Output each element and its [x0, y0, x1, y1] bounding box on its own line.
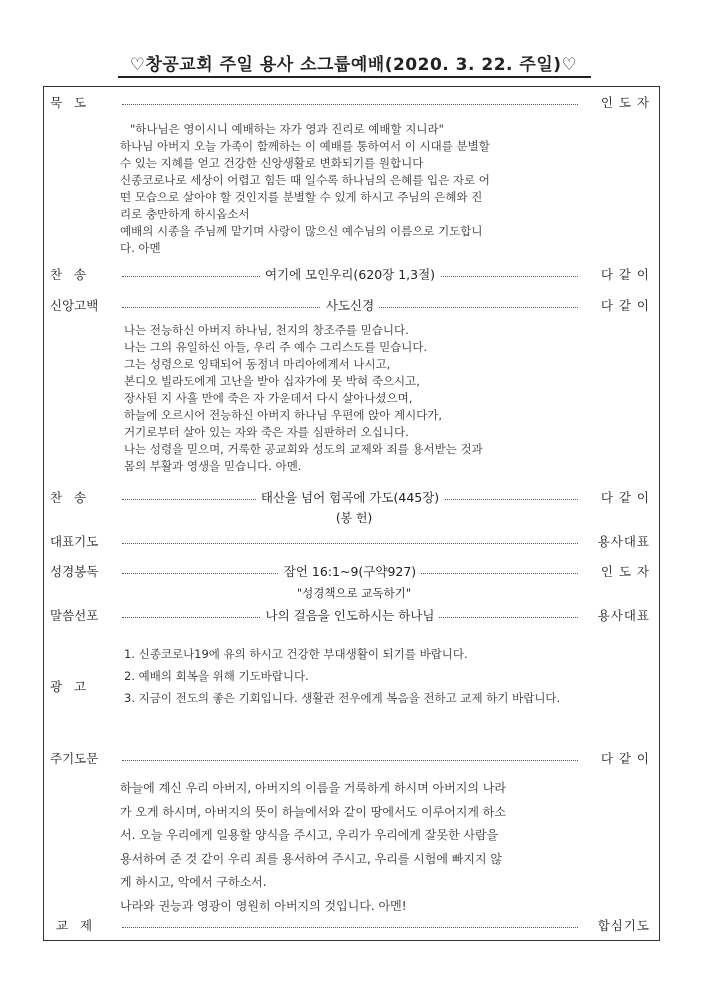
text-line: "하나님은 영이시니 예배하는 자가 영과 진리로 예배할 지니라" [130, 122, 444, 136]
row-leader: 다 같 이 [600, 298, 650, 313]
text-line: 예배의 시종을 주님께 맡기며 사랑이 많으신 예수님의 이름으로 기도합니 [120, 224, 483, 238]
text-line: 하나님 아버지 오늘 가족이 함께하는 이 예배를 통하여서 이 시대를 분별할 [120, 139, 490, 153]
dotted-leader [122, 543, 578, 544]
text-line: 나는 성령을 믿으며, 거룩한 공교회와 성도의 교제와 죄를 용서받는 것과 [124, 442, 483, 456]
text-line: 그는 성령으로 잉태되어 동정녀 마리아에게서 나시고, [124, 357, 391, 371]
row-sermon [50, 606, 656, 628]
row-label: 성경봉독 [50, 564, 99, 579]
scripture-note: "성경책으로 교독하기" [296, 586, 412, 600]
text-line: 다. 아멘 [120, 241, 161, 255]
page-title: ♡창공교회 주일 용사 소그룹예배(2020. 3. 22. 주일)♡ [129, 55, 578, 75]
text-line: 하늘에 오르시어 전능하신 아버지 하나님 우편에 앉아 계시다가, [124, 408, 443, 422]
dotted-leader [122, 927, 578, 928]
text-line: 수 있는 지혜를 얻고 건강한 신앙생활로 변화되기를 원합니다 [120, 156, 424, 170]
list-item: 2. 예배의 회복을 위해 기도바랍니다. [124, 669, 309, 683]
creed-text [124, 322, 588, 475]
row-leader: 다 같 이 [600, 751, 650, 766]
row-prayer [50, 532, 656, 554]
text-line: 리로 충만하게 하시옵소서 [120, 207, 250, 221]
row-invocation [50, 93, 656, 115]
text-line: 신종코로나로 세상이 어렵고 힘든 때 일수록 하나님의 은혜를 입은 자로 어 [120, 173, 490, 187]
offering-note: (봉 헌) [335, 511, 373, 525]
text-line: 게 하시고, 악에서 구하소서. [120, 875, 267, 889]
row-label: 교 제 [56, 918, 93, 933]
row-leader: 용사대표 [597, 534, 650, 549]
row-label: 신앙고백 [50, 298, 99, 313]
row-hymn-2 [50, 488, 656, 510]
row-label: 대표기도 [50, 534, 99, 549]
dotted-leader [122, 760, 578, 761]
scripture-reference: 잠언 16:1~9(구약927) [279, 564, 421, 579]
row-label: 주기도문 [50, 751, 99, 766]
row-leader: 인 도 자 [600, 95, 650, 110]
text-line: 서. 오늘 우리에게 일용할 양식을 주시고, 우리가 우리에게 잘못한 사람을 [120, 828, 499, 842]
row-label: 광 고 [50, 679, 87, 694]
hymn-title: 여기에 모인우리(620장 1,3절) [260, 267, 440, 282]
text-line: 거기로부터 살아 있는 자와 죽은 자를 심판하러 오십니다. [124, 425, 409, 439]
text-line: 용서하여 준 것 같이 우리 죄를 용서하여 주시고, 우리를 시험에 빠지지 않 [120, 851, 502, 866]
row-leader: 다 같 이 [600, 490, 650, 505]
text-line: 나는 전능하신 아버지 하나님, 천지의 창조주를 믿습니다. [124, 323, 409, 337]
row-leader: 다 같 이 [600, 267, 650, 282]
invocation-text [120, 121, 588, 257]
row-hymn-1 [50, 265, 656, 287]
row-lords-prayer [50, 749, 656, 771]
row-fellowship [50, 916, 656, 938]
sermon-title: 나의 걸음을 인도하시는 하나님 [261, 608, 440, 623]
hymn-title: 태산을 넘어 험곡에 가도(445장) [256, 490, 444, 505]
row-leader: 합심기도 [597, 918, 650, 933]
row-label: 찬 송 [50, 267, 87, 282]
row-leader: 용사대표 [597, 608, 650, 623]
text-line: 나는 그의 유일하신 아들, 우리 주 예수 그리스도를 믿습니다. [124, 340, 428, 354]
lords-prayer-text [120, 777, 590, 918]
text-line: 몸의 부활과 영생을 믿습니다. 아멘. [124, 459, 302, 473]
text-line: 가 오게 하시며, 아버지의 뜻이 하늘에서와 같이 땅에서도 이루어지게 하소 [120, 804, 506, 819]
text-line: 하늘에 계신 우리 아버지, 아버지의 이름을 거룩하게 하시며 아버지의 나라 [120, 781, 506, 795]
list-item: 3. 지금이 전도의 좋은 기회입니다. 생활관 전우에게 복음을 전하고 교제 하기 바랍니다. [124, 691, 561, 705]
text-line: 본디오 빌라도에게 고난을 받아 십자가에 못 박혀 죽으시고, [124, 374, 420, 388]
row-label: 묵 도 [50, 95, 87, 110]
title-underline [118, 76, 591, 78]
text-line: 장사된 지 사흘 만에 죽은 자 가운데서 다시 살아나셨으며, [124, 391, 413, 405]
announcement-list [124, 643, 584, 709]
row-leader: 인 도 자 [600, 564, 650, 579]
row-label: 말씀선포 [50, 608, 99, 623]
creed-title: 사도신경 [321, 298, 379, 313]
row-label: 찬 송 [50, 490, 87, 505]
text-line: 떤 모습으로 살아야 할 것인지를 분별할 수 있게 하시고 주님의 은혜와 진 [120, 190, 483, 204]
row-scripture [50, 562, 656, 584]
row-creed [50, 296, 656, 318]
dotted-leader [122, 104, 578, 105]
list-item: 1. 신종코로나19에 유의 하시고 건강한 부대생활이 되기를 바랍니다. [124, 647, 468, 661]
text-line: 나라와 권능과 영광이 영원히 아버지의 것입니다. 아멘! [120, 898, 407, 913]
